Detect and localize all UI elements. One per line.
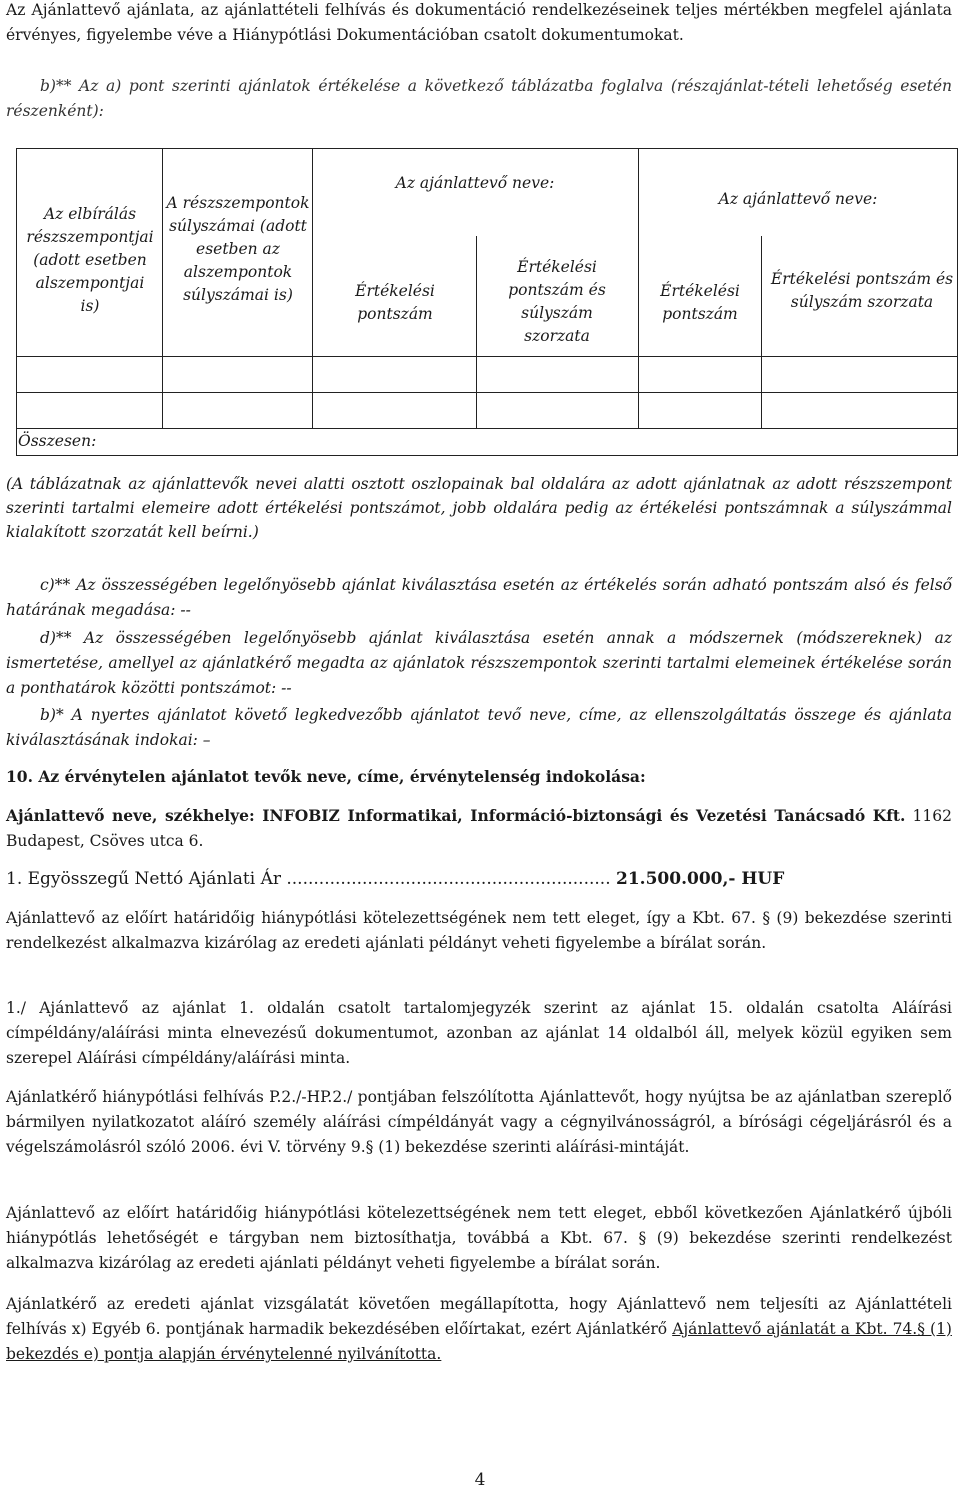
header-criteria: Az elbírálás részszempontjai (adott esetben alszempontjai is) (26, 205, 154, 315)
header-bidder-2: Az ajánlattevő neve: (718, 190, 878, 208)
section-10-heading: 10. Az érvénytelen ajánlatot tevők neve, címe, érvénytelenség indokolása: (6, 767, 646, 786)
bidder-name: Ajánlattevő neve, székhelye: INFOBIZ Informatikai, Információ-biztonsági és Vezetési Tanácsadó Kft. (6, 806, 906, 825)
paragraph-3: Ajánlatkérő hiánypótlási felhívás P.2./-HP.2./ pontjában felszólította Ajánlattevőt, hogy nyújtsa be az ajánlatban szereplő bármilyen nyilatkozatot aláíró személy aláírási címpéldányát vagy a cégnyilvánosságról, a bírósági cégeljárásról és a végelszámolásról szóló 2006. évi V. törvény 9.§ (1) bekezdése szerinti aláírási-mintáját. (6, 1088, 952, 1156)
table-note: (A táblázatnak az ajánlattevők nevei alatti osztott oszlopainak bal oldalára az adott ajánlatnak az adott részszempont szerinti tartalmi elemeire adott értékelési pontszámot, jobb oldalára pedig az értékelési pontszámnak a súlyszámmal kialakított szorzatát kell beírni.) (6, 475, 952, 541)
paragraph-5-start: Ajánlatkérő az eredeti ajánlat vizsgálatát követően megállapította, hogy Ajánlattevő nem teljesíti az Ajánlattételi felhívás x) Egyéb 6. pontjának harmadik bekezdésében előírtakat, ezért Ajánlatkérő (6, 1295, 952, 1338)
table-line (16, 148, 958, 149)
intro-paragraph: Az Ajánlattevő ajánlata, az ajánlattételi felhívás és dokumentáció rendelkezéseinek teljes mértékben megfelel ajánlata érvényes, figyelembe véve a Hiánypótlási Dokumentációban csatolt dokumentumokat. (6, 1, 952, 44)
evaluation-table (16, 148, 958, 456)
paragraph-2: 1./ Ajánlattevő az ajánlat 1. oldalán csatolt tartalomjegyzék szerint az ajánlat 15. oldalán csatolta Aláírási címpéldány/aláírási minta elnevezésű dokumentumot, azonban az ajánlat 14 oldalból áll, melyek közül egyiken sem szerepel Aláírási címpéldány/aláírási minta. (6, 999, 952, 1067)
header-score-2: Értékelési pontszám (660, 282, 740, 323)
table-line (312, 148, 313, 428)
header-score-1: Értékelési pontszám (355, 282, 435, 323)
paragraph-5 (6, 1292, 952, 1367)
table-line (16, 148, 17, 456)
paragraph-1: Ajánlattevő az előírt határidőig hiánypótlási kötelezettségének nem tett eleget, így a Kbt. 67. § (9) bekezdése szerinti rendelkezést alkalmazva kizárólag az eredeti ajánlati példányt veheti figyelembe a bírálat során. (6, 909, 952, 952)
table-line (162, 148, 163, 428)
table-line (638, 148, 639, 428)
section-d: d)** Az összességében legelőnyösebb ajánlat kiválasztása esetén annak a módszernek (módszereknek) az ismertetése, amellyel az ajánlatkérő megadta az ajánlatok részszempontok szerinti tartalmi elemeinek értékelése során a ponthatárok közötti pontszámot: -- (6, 629, 952, 697)
table-line (16, 392, 958, 393)
page-number: 4 (474, 1470, 486, 1490)
price-value: 21.500.000,- HUF (616, 869, 785, 889)
table-line (476, 236, 477, 428)
table-line (16, 356, 958, 357)
bidder-info (6, 803, 952, 854)
section-c: c)** Az összességében legelőnyösebb ajánlat kiválasztása esetén az értékelés során adható pontszám alsó és felső határának megadása: -- (6, 576, 952, 619)
header-weights: A részszempontok súlyszámai (adott esetben az alszempontok súlyszámai is) (166, 194, 310, 304)
header-product-1: Értékelési pontszám és súlyszám szorzata (508, 258, 606, 345)
header-product-2: Értékelési pontszám és súlyszám szorzata (770, 270, 954, 311)
paragraph-4: Ajánlattevő az előírt határidőig hiánypótlási kötelezettségének nem tett eleget, ebből következően Ajánlatkérő újbóli hiánypótlás lehetőségét e tárgyban nem biztosíthatja, továbbá a Kbt. 67. § (9) bekezdése szerinti rendelkezést alkalmazva kizárólag az eredeti ajánlati példányt veheti figyelembe a bírálat során. (6, 1204, 952, 1272)
header-bidder-1: Az ajánlattevő neve: (395, 174, 555, 192)
paragraph-5-underlined: Ajánlattevő ajánlatát a Kbt. 74.§ (1) bekezdés e) pontja alapján érvénytelenné nyilvánította. (6, 1320, 952, 1363)
table-line (957, 148, 958, 456)
price-line (6, 867, 952, 892)
table-line (16, 428, 958, 429)
price-label: 1. Egyösszegű Nettó Ajánlati Ár ............................................................ (6, 869, 617, 889)
table-line (16, 455, 958, 456)
total-label: Összesen: (18, 432, 97, 450)
bidder-address: 1162 Budapest, Csöves utca 6. (6, 807, 953, 850)
section-b-winner: b)* A nyertes ajánlatot követő legkedvezőbb ajánlatot tevő neve, címe, az ellenszolgáltatás összege és ajánlata kiválasztásának indokai: – (6, 706, 952, 749)
section-b-heading: b)** Az a) pont szerinti ajánlatok értékelése a következő táblázatba foglalva (részajánlat-tételi lehetőség esetén részenként): (6, 77, 952, 120)
table-line (761, 236, 762, 428)
